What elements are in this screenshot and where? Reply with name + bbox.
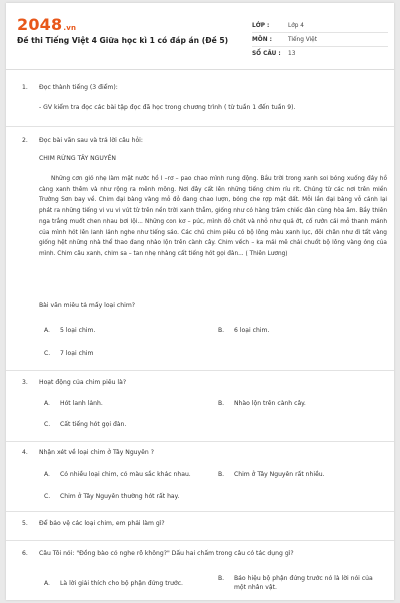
option-letter: B. — [218, 575, 225, 582]
option-text: 6 loại chim. — [234, 327, 270, 334]
option-c[interactable] — [44, 420, 126, 429]
option-letter: C. — [44, 350, 51, 357]
question-text: Đọc thành tiếng (3 điểm): — [39, 84, 118, 91]
option-text: 5 loại chim. — [60, 327, 96, 334]
meta-value: Lớp 4 — [288, 22, 304, 29]
question-number: 2. — [22, 137, 28, 144]
option-letter: B. — [218, 327, 225, 334]
option-a[interactable] — [44, 399, 103, 408]
option-letter: A. — [44, 580, 50, 587]
meta-value: Tiếng Việt — [288, 36, 318, 43]
page-header — [6, 3, 394, 70]
option-b[interactable] — [218, 326, 269, 335]
option-a[interactable] — [44, 326, 95, 335]
option-text: Hót lanh lảnh. — [60, 400, 103, 407]
divider — [6, 370, 394, 371]
exam-meta-table — [252, 19, 388, 60]
question-text: Đọc bài văn sau và trả lời câu hỏi: — [39, 137, 143, 144]
meta-label: MÔN : — [252, 36, 272, 43]
reading-passage: Những cơn gió nhẹ làm mặt nước hồ I –rơ – pao chao mình rung động. Bầu trời trong xanh soi bóng xuống đáy hồ càng xanh thêm và như rộng ra mênh mông. Nơi đây cất lên những tiếng chim ríu rít. Chúng từ các nơi trên miền Trường Sơn bay về. Chim đại bàng vàng mỏ đỏ đang chao lượn, bóng che rợp mặt đất. Mỗi lần đại bàng vỗ cánh lại phát ra những tiếng vi vu vi vút từ trên nền trời xanh thẳm, giống như có hàng trăm chiếc đàn cùng hòa âm. Bầy thiên nga trắng muốt chen nhau bơi lội... Những con kơ – púc, mình đỏ chót và nhỏ như quả ớt, cố rướn cái mỏ thanh mảnh của mình hót lên lanh lảnh nghe như tiếng sáo. Các chú chim piêu có bộ lông màu xanh lục, đôi chân như đi tất vàng giống hệt những nhà thể thao đang nhào lộn trên cành cây. Chim vếch – ka mải mê chải chuốt bộ lông vàng óng của mình. Chim câu xanh, chim sa – tan nhẹ nhàng cất tiếng hót gọi đàn... ( Thiên Lương) — [39, 176, 387, 257]
exam-title: Đề thi Tiếng Việt 4 Giữa học kì 1 có đáp án (Đề 5) — [17, 36, 229, 45]
option-text: Nhào lộn trên cành cây. — [234, 400, 306, 407]
site-logo[interactable] — [17, 15, 76, 34]
question-1-instruction: - GV kiểm tra đọc các bài tập đọc đã học trong chương trình ( từ tuần 1 đến tuần 9). — [39, 104, 296, 111]
meta-row-subject — [252, 33, 388, 47]
option-text: Là lời giải thích cho bộ phận đứng trước. — [60, 580, 183, 587]
option-a[interactable] — [44, 470, 191, 479]
exam-page — [6, 3, 394, 600]
option-text: Báo hiệu bộ phận đứng trước nó là lời nói của một nhân vật. — [234, 575, 373, 591]
option-letter: B. — [218, 471, 225, 478]
meta-label: LỚP : — [252, 22, 270, 29]
meta-row-question-count — [252, 47, 388, 60]
option-text: 7 loại chim — [60, 350, 94, 357]
question-text: Nhận xét về loại chim ở Tây Nguyên ? — [39, 449, 154, 456]
question-number: 1. — [22, 84, 28, 91]
option-letter: B. — [218, 400, 225, 407]
question-number: 5. — [22, 520, 28, 527]
question-number: 4. — [22, 449, 28, 456]
logo-text: 2048 — [17, 15, 63, 34]
meta-value: 13 — [288, 50, 296, 57]
question-text: Để bảo vệ các loại chim, em phải làm gì? — [39, 520, 165, 527]
meta-label: SỐ CÂU : — [252, 50, 281, 57]
question-2-prompt: Bài văn miêu tả mấy loại chim? — [39, 302, 135, 309]
divider — [6, 511, 394, 512]
option-b[interactable] — [218, 399, 306, 408]
option-a[interactable] — [44, 579, 183, 588]
option-text: Chim ở Tây Nguyên thường hót rất hay. — [60, 493, 180, 500]
option-text: Có nhiều loại chim, có màu sắc khác nhau. — [60, 471, 191, 478]
option-letter: C. — [44, 421, 51, 428]
option-text: Cất tiếng hót gọi đàn. — [60, 421, 127, 428]
option-b[interactable] — [218, 470, 325, 479]
logo-suffix: .vn — [63, 24, 77, 32]
question-text: Hoạt động của chim piêu là? — [39, 379, 127, 386]
question-number: 3. — [22, 379, 28, 386]
meta-row-class — [252, 19, 388, 33]
option-c[interactable] — [44, 492, 179, 501]
divider — [6, 126, 394, 127]
question-number: 6. — [22, 550, 28, 557]
divider — [6, 441, 394, 442]
option-letter: A. — [44, 327, 50, 334]
option-letter: C. — [44, 493, 51, 500]
option-b[interactable] — [218, 574, 384, 592]
option-c[interactable] — [44, 349, 93, 358]
passage-title: CHIM RỪNG TÂY NGUYÊN — [39, 155, 116, 162]
option-letter: A. — [44, 471, 50, 478]
divider — [6, 540, 394, 541]
question-text: Câu Tôi nói: "Đồng bào có nghe rõ không?" Dấu hai chấm trong câu có tác dụng gì? — [39, 550, 294, 557]
option-text: Chim ở Tây Nguyên rất nhiều. — [234, 471, 325, 478]
option-letter: A. — [44, 400, 50, 407]
